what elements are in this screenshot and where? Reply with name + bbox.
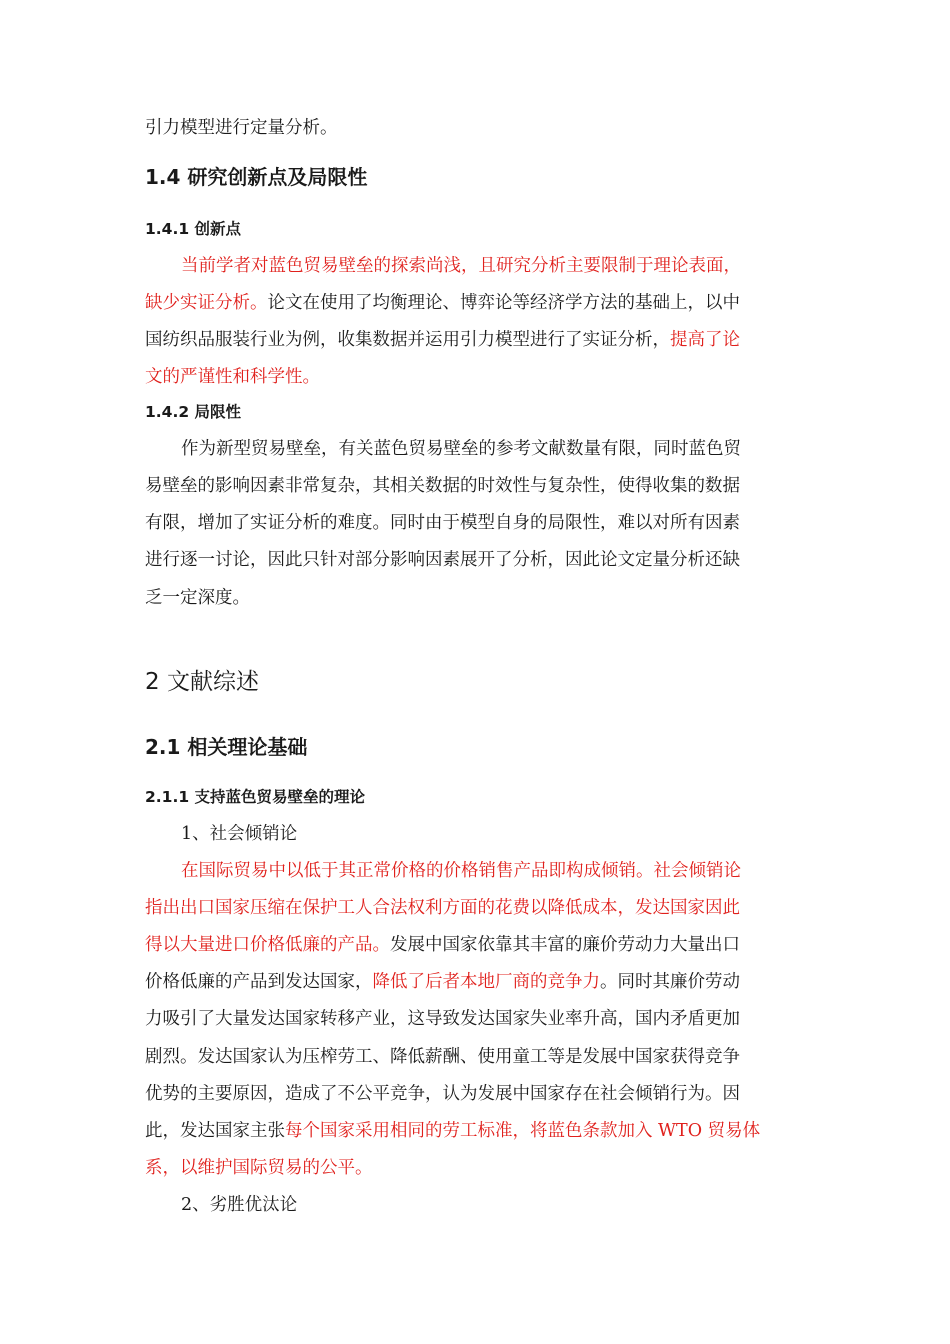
theory-line-1: 在国际贸易中以低于其正常价格的价格销售产品即构成倾销。社会倾销论 — [181, 861, 741, 881]
limitation-line-1: 作为新型贸易壁垒，有关蓝色贸易壁垒的参考文献数量有限，同时蓝色贸 — [181, 439, 741, 459]
theory-line-9: 系，以维护国际贸易的公平。 — [145, 1158, 373, 1178]
limitation-line-5: 乏一定深度。 — [145, 588, 250, 608]
limitation-line-3: 有限，增加了实证分析的难度。同时由于模型自身的局限性，难以对所有因素 — [145, 513, 740, 533]
limitation-line-2: 易壁垒的影响因素非常复杂，其相关数据的时效性与复杂性，使得收集的数据 — [145, 476, 740, 496]
theory-line-6: 剧烈。发达国家认为压榨劳工、降低薪酬、使用童工等是发展中国家获得竞争 — [145, 1047, 740, 1067]
item-label-survival-of-the-worst: 2、劣胜优汰论 — [181, 1195, 298, 1215]
subsection-heading-2-1-1: 2.1.1 支持蓝色贸易壁垒的理论 — [145, 788, 366, 806]
innovation-line-3: 国纺织品服装行业为例，收集数据并运用引力模型进行了实证分析，提高了论 — [145, 330, 740, 350]
theory-line-2: 指出出口国家压缩在保护工人合法权利方面的花费以降低成本，发达国家因此 — [145, 898, 740, 918]
limitation-line-4: 进行逐一讨论，因此只针对部分影响因素展开了分析，因此论文定量分析还缺 — [145, 550, 740, 570]
innovation-line-2: 缺少实证分析。论文在使用了均衡理论、博弈论等经济学方法的基础上，以中 — [145, 293, 740, 313]
theory-line-5: 力吸引了大量发达国家转移产业，这导致发达国家失业率升高，国内矛盾更加 — [145, 1009, 740, 1029]
item-label-social-dumping: 1、社会倾销论 — [181, 824, 298, 844]
paragraph-continuation: 引力模型进行定量分析。 — [145, 118, 338, 138]
chapter-heading-2: 2 文献综述 — [145, 669, 259, 695]
theory-line-3: 得以大量进口价格低廉的产品。发展中国家依靠其丰富的廉价劳动力大量出口 — [145, 935, 740, 955]
theory-line-7: 优势的主要原因，造成了不公平竞争，认为发展中国家存在社会倾销行为。因 — [145, 1084, 740, 1104]
theory-line-4: 价格低廉的产品到发达国家，降低了后者本地厂商的竞争力。同时其廉价劳动 — [145, 972, 740, 992]
innovation-line-1: 当前学者对蓝色贸易壁垒的探索尚浅，且研究分析主要限制于理论表面， — [181, 256, 741, 276]
subsection-heading-1-4-2: 1.4.2 局限性 — [145, 403, 242, 421]
section-heading-2-1: 2.1 相关理论基础 — [145, 735, 308, 759]
innovation-line-4: 文的严谨性和科学性。 — [145, 367, 320, 387]
theory-line-8: 此，发达国家主张每个国家采用相同的劳工标准，将蓝色条款加入 WTO 贸易体 — [145, 1121, 761, 1141]
section-heading-1-4: 1.4 研究创新点及局限性 — [145, 165, 368, 189]
subsection-heading-1-4-1: 1.4.1 创新点 — [145, 220, 242, 238]
